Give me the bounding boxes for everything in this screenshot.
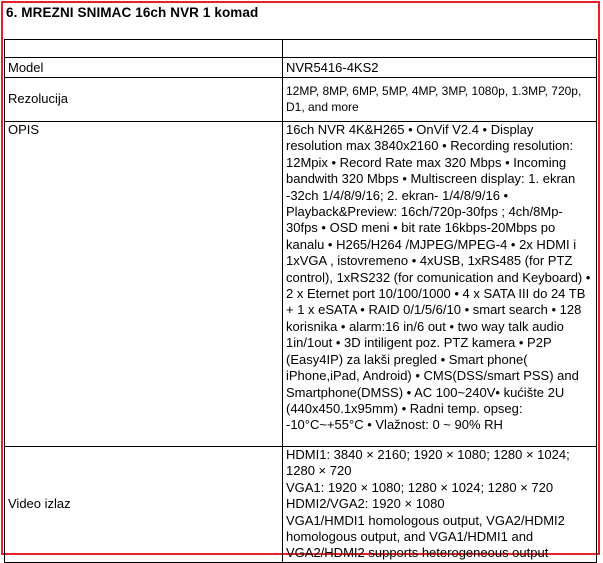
value-cell	[283, 40, 597, 58]
video-line-vga1: VGA1: 1920 × 1080; 1280 × 1024; 1280 × 720	[286, 479, 554, 495]
video-label: Video izlaz	[5, 447, 283, 563]
table-row-rezolucija	[5, 78, 597, 122]
video-line-hdmi2-vga2: HDMI2/VGA2: 1920 × 1080	[286, 496, 445, 512]
table-row-empty	[5, 40, 597, 58]
section-title: 6. MREZNI SNIMAC 16ch NVR 1 komad	[6, 5, 259, 20]
table-row-opis	[5, 122, 597, 447]
model-label: Model	[5, 58, 283, 78]
rezolucija-value: 12MP, 8MP, 6MP, 5MP, 4MP, 3MP, 1080p, 1.3MP, 720p, D1, and more	[283, 78, 597, 122]
video-line-output-modes: VGA1/HMDI1 homologous output, VGA2/HDMI2 homologous output, and VGA1/HDMI1 and VGA2/HDMI2 supports heterogeneous output	[286, 512, 565, 561]
opis-label: OPIS	[5, 122, 283, 447]
video-line-hdmi1: HDMI1: 3840 × 2160; 1920 × 1080; 1280 × 1024; 1280 × 720	[286, 447, 570, 479]
opis-value	[283, 122, 597, 447]
table-row-video	[5, 447, 597, 563]
rezolucija-label: Rezolucija	[5, 78, 283, 122]
spec-table	[4, 39, 597, 563]
video-value	[283, 447, 597, 563]
model-value: NVR5416-4KS2	[283, 58, 597, 78]
label-cell	[5, 40, 283, 58]
opis-description: 16ch NVR 4K&H265 • OnVif V2.4 • Display resolution max 3840x2160 • Recording resolution: 12Mpix • Record Rate max 320 Mbps • Incoming bandwith 320 Mbps • Multiscreen display: 1. ekran -32ch 1/4/8/9/16; 2. ekran- 1/4/8/9/16 • Playback&Preview: 16ch/720p-30fps ; 4ch/8Mp-30fps • OSD meni • bit rate 16kbps-20Mbps po kanalu • H265/H264 /MJPEG/MPEG-4 • 2x HDMI i 1xVGA , istovremeno • 4xUSB, 1xRS485 (for PTZ control), 1xRS232 (for comunication and Keyboard) • 2 x Eternet port 10/100/1000 • 4 x SATA III do 24 TB + 1 x eSATA • RAID 0/1/5/6/10 • smart search • 128 korisnika • alarm:16 in/6 out • two way talk audio 1in/1out • 3D intiligent poz. PTZ kamera • P2P (Easy4IP) za lakši pregled • Smart phone( iPhone,iPad, Android) • CMS(DSS/smart PSS) and Smartphone(DMSS) • AC 100~240V• kućište 2U (440x450.1x95mm) • Radni temp. opseg: -10°C~+55°C • Vlažnost: 0 ~ 90% RH	[286, 122, 591, 433]
table-row-model	[5, 58, 597, 78]
